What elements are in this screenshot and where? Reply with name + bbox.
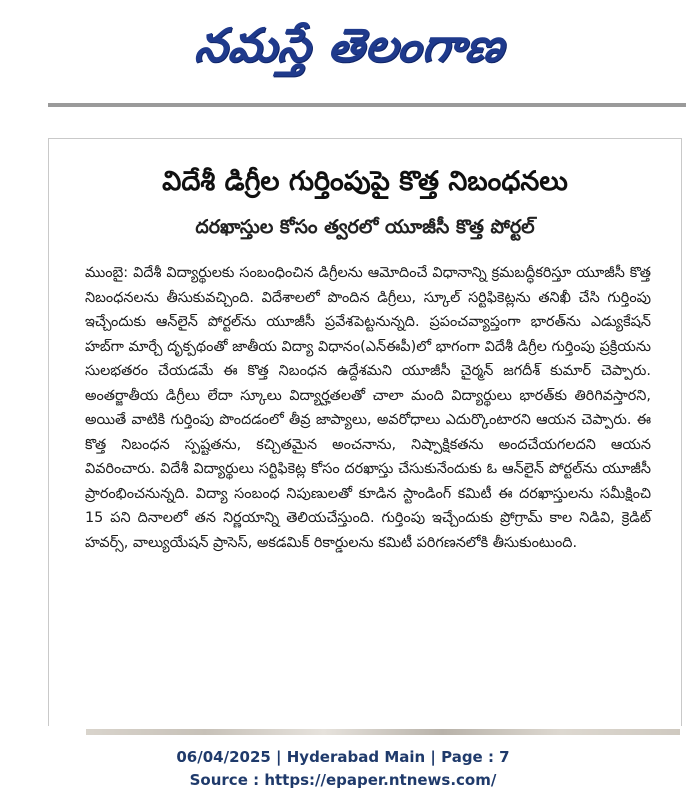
- article-body: ముంబై: విదేశీ విద్యార్థులకు సంబంధించిన డిగ్రీలను ఆమోదించే విధానాన్ని క్రమబద్ధీకరిస్తూ యూజీసీ కొత్త నిబంధనలను తీసుకువచ్చింది. విదేశాలలో పొందిన డిగ్రీలు, స్కూల్ సర్టిఫికెట్లను తనిఖీ చేసి గుర్తింపు ఇచ్చేందుకు ఆన్‌లైన్ పోర్టల్‌ను యూజీసీ ప్రవేశపెట్టనున్నది. ప్రపంచవ్యాప్తంగా భారత్‌ను ఎడ్యుకేషన్ హబ్‌గా మార్చే దృక్పథంతో జాతీయ విద్యా విధానం(ఎన్ఈపీ)లో భాగంగా విదేశీ డిగ్రీల గుర్తింపు ప్రక్రియను సులభతరం చేయడమే ఈ కొత్త నిబంధన ఉద్దేశమని యూజీసీ చైర్మన్ జగదీశ్ కుమార్ చెప్పారు. అంతర్జాతీయ డిగ్రీలు లేదా స్కూలు విద్యార్హతలతో చాలా మంది విద్యార్థులు భారత్‌కు తిరిగివస్తారని, అయితే వాటికి గుర్తింపు పొందడంలో తీవ్ర జాప్యాలు, అవరోధాలు ఎదుర్కొంటారని ఆయన చెప్పారు. ఈ కొత్త నిబంధన స్పష్టతను, కచ్చితమైన అంచనాను, నిష్పాక్షికతను అందచేయగలదని ఆయన వివరించారు. విదేశీ విద్యార్థులు సర్టిఫికెట్ల కోసం దరఖాస్తు చేసుకునేందుకు ఓ ఆన్‌లైన్ పోర్టల్‌ను యూజీసీ ప్రారంభించనున్నది. విద్యా సంబంధ నిపుణులతో కూడిన స్టాండింగ్ కమిటీ ఈ దరఖాస్తులను సమీక్షించి 15 పని దినాలలో తన నిర్ణయాన్ని తెలియచేస్తుంది. గుర్తింపు ఇచ్చేందుకు ప్రోగ్రామ్ కాల నిడివి, క్రెడిట్ హవర్స్, వాల్యుయేషన్ ప్రాసెస్, అకడమిక్ రికార్డులను కమిటీ పరిగణనలోకి తీసుకుంటుంది.: [85, 265, 651, 551]
- masthead-divider: [48, 103, 686, 107]
- article-subheadline: దరఖాస్తుల కోసం త్వరలో యూజీసీ కొత్త పోర్టల్: [195, 216, 535, 238]
- source-link[interactable]: Source : https://epaper.ntnews.com/: [189, 771, 497, 789]
- photo-edge: [86, 729, 680, 735]
- newspaper-logo: నమస్తే తెలంగాణ: [192, 18, 508, 72]
- page-footer: [0, 746, 686, 792]
- article-headline: విదేశీ డిగ్రీల గుర్తింపుపై కొత్త నిబంధనలు: [162, 166, 568, 197]
- edition-info: 06/04/2025 | Hyderabad Main | Page : 7: [176, 748, 510, 766]
- article-clipping: [48, 138, 682, 726]
- masthead: [0, 0, 686, 100]
